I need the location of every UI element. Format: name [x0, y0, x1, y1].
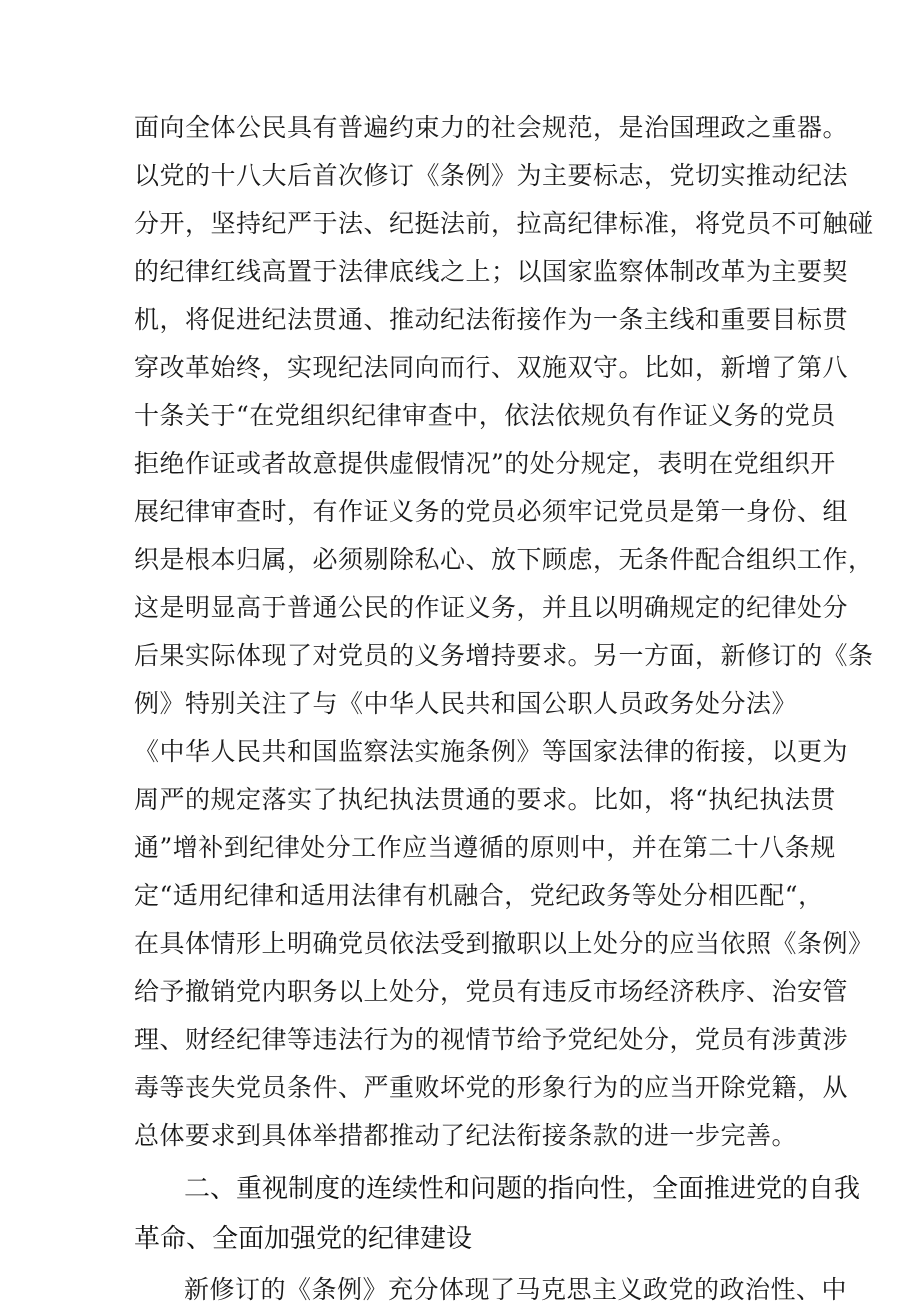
paragraph-line: 总体要求到具体举措都推动了纪法衔接条款的进一步完善。 [134, 1121, 798, 1150]
paragraph-line: 织是根本归属，必须剔除私心、放下顾虑，无条件配合组织工作， [134, 545, 874, 574]
paragraph-line: 十条关于“在党组织纪律审查中，依法依规负有作证义务的党员 [134, 401, 836, 430]
paragraph-line: 拒绝作证或者故意提供虚假情况”的处分规定，表明在党组织开 [134, 449, 836, 478]
section-heading-line: 革命、全面加强党的纪律建设 [134, 1224, 473, 1254]
paragraph-line: 给予撤销党内职务以上处分，党员有违反市场经济秩序、治安管 [134, 977, 849, 1006]
paragraph-line: 例》特别关注了与《中华人民共和国公职人员政务处分法》 [134, 689, 798, 718]
paragraph-line: 穿改革始终，实现纪法同向而行、双施双守。比如，新增了第八 [134, 353, 849, 382]
paragraph-line: 毒等丧失党员条件、严重败坏党的形象行为的应当开除党籍，从 [134, 1073, 849, 1102]
paragraph-line: 周严的规定落实了执纪执法贯通的要求。比如，将“执纪执法贯 [134, 785, 836, 814]
paragraph-line: 通”增补到纪律处分工作应当遵循的原则中，并在第二十八条规 [134, 833, 836, 862]
paragraph-line: 在具体情形上明确党员依法受到撤职以上处分的应当依照《条例》 [134, 929, 874, 958]
paragraph-line: 这是明显高于普通公民的作证义务，并且以明确规定的纪律处分 [134, 593, 849, 622]
paragraph-line: 分开，坚持纪严于法、纪挺法前，拉高纪律标准，将党员不可触碰 [134, 209, 874, 238]
paragraph-line: 的纪律红线高置于法律底线之上；以国家监察体制改革为主要契 [134, 257, 849, 286]
paragraph-line: 理、财经纪律等违法行为的视情节给予党纪处分，党员有涉黄涉 [134, 1025, 849, 1054]
paragraph-line: 《中华人民共和国监察法实施条例》等国家法律的衔接，以更为 [134, 737, 849, 766]
paragraph-line: 机，将促进纪法贯通、推动纪法衔接作为一条主线和重要目标贯 [134, 305, 849, 334]
section-heading-line: 二、重视制度的连续性和问题的指向性，全面推进党的自我 [184, 1174, 861, 1204]
paragraph-line: 面向全体公民具有普遍约束力的社会规范，是治国理政之重器。 [134, 113, 849, 142]
paragraph-line: 定“适用纪律和适用法律有机融合，党纪政务等处分相匹配“， [134, 881, 824, 910]
paragraph-line: 以党的十八大后首次修订《条例》为主要标志，党切实推动纪法 [134, 161, 849, 190]
paragraph-line: 新修订的《条例》充分体现了马克思主义政党的政治性、中 [184, 1275, 848, 1304]
paragraph-line: 展纪律审查时，有作证义务的党员必须牢记党员是第一身份、组 [134, 497, 849, 526]
paragraph-line: 后果实际体现了对党员的义务增持要求。另一方面，新修订的《条 [134, 641, 874, 670]
